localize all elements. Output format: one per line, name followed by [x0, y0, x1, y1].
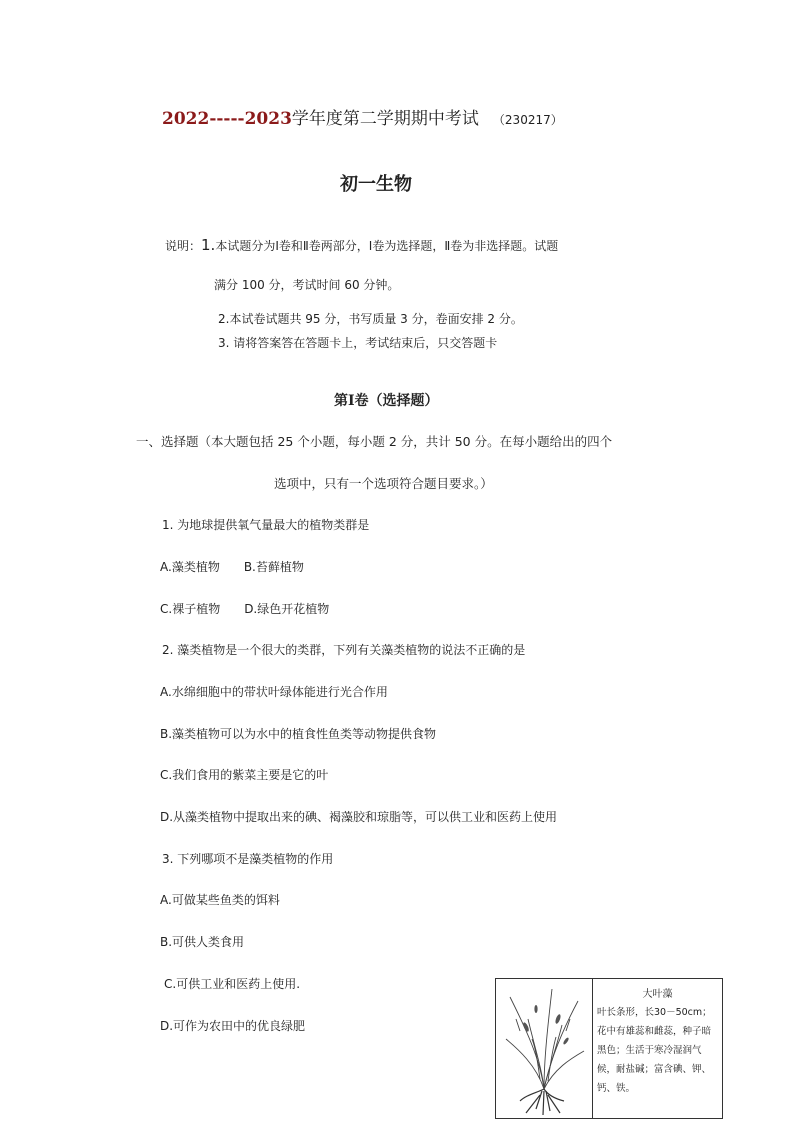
- exam-year-range: 2022-----2023: [162, 109, 292, 129]
- instructions-item1-text: 本试题分为Ⅰ卷和Ⅱ卷两部分，Ⅰ卷为选择题，Ⅱ卷为非选择题。试题: [215, 239, 559, 253]
- exam-code: （230217）: [492, 113, 563, 127]
- instructions-item2: 2.本试卷试题共 95 分，书写质量 3 分，卷面安排 2 分。: [218, 312, 523, 326]
- instructions-item1-continued: 满分 100 分，考试时间 60 分钟。: [214, 278, 400, 292]
- instructions-item1-number: 1.: [201, 236, 216, 254]
- question-3-option-a: A.可做某些鱼类的饵料: [160, 893, 280, 907]
- eelgrass-title: 大叶藻: [642, 989, 673, 1000]
- question-2-option-b: B.藻类植物可以为水中的植食性鱼类等动物提供食物: [160, 727, 437, 741]
- question-2-option-a: A.水绵细胞中的带状叶绿体能进行光合作用: [160, 685, 388, 699]
- question-1-options-cd: C.裸子植物 D.绿色开花植物: [160, 602, 330, 616]
- eelgrass-description: 叶长条形，长30－50cm；花中有雄蕊和雌蕊，种子暗黑色；生活于寒冷湿润气候，耐盐碱；富含碘、钾、钙、铁。: [597, 1007, 712, 1094]
- question-1-options-ab: A.藻类植物 B.苔藓植物: [160, 560, 304, 574]
- eelgrass-figure: [495, 978, 723, 1119]
- question-2-option-c: C.我们食用的紫菜主要是它的叶: [160, 768, 329, 782]
- exam-title-text: 学年度第二学期期中考试: [291, 109, 479, 129]
- question-2-option-d: D.从藻类植物中提取出来的碘、褐藻胶和琼脂等，可以供工业和医药上使用: [160, 810, 558, 824]
- exam-title: [162, 104, 563, 129]
- question-3-option-d: D.可作为农田中的优良绿肥: [160, 1019, 306, 1033]
- eelgrass-illustration: [496, 979, 593, 1118]
- question-3-option-c: C.可供工业和医药上使用.: [164, 977, 301, 991]
- question-1-stem: 1. 为地球提供氧气量最大的植物类群是: [162, 518, 370, 532]
- section-title: 第Ⅰ卷（选择题）: [334, 393, 439, 409]
- instructions-item1: [165, 236, 558, 254]
- section-heading-line2: 选项中，只有一个选项符合题目要求。）: [274, 476, 493, 491]
- question-2-stem: 2. 藻类植物是一个很大的类群，下列有关藻类植物的说法不正确的是: [162, 643, 526, 657]
- question-3-stem: 3. 下列哪项不是藻类植物的作用: [162, 852, 334, 866]
- instructions-label: 说明：: [165, 239, 202, 253]
- eelgrass-plant-icon: [496, 979, 591, 1118]
- eelgrass-caption: [593, 979, 722, 1118]
- instructions-item3: 3. 请将答案答在答题卡上，考试结束后，只交答题卡: [218, 336, 498, 350]
- subject-title: 初一生物: [340, 174, 412, 195]
- question-3-option-b: B.可供人类食用: [160, 935, 245, 949]
- section-heading-line1: 一、选择题（本大题包括 25 个小题，每小题 2 分，共计 50 分。在每小题给出的四个: [136, 434, 613, 449]
